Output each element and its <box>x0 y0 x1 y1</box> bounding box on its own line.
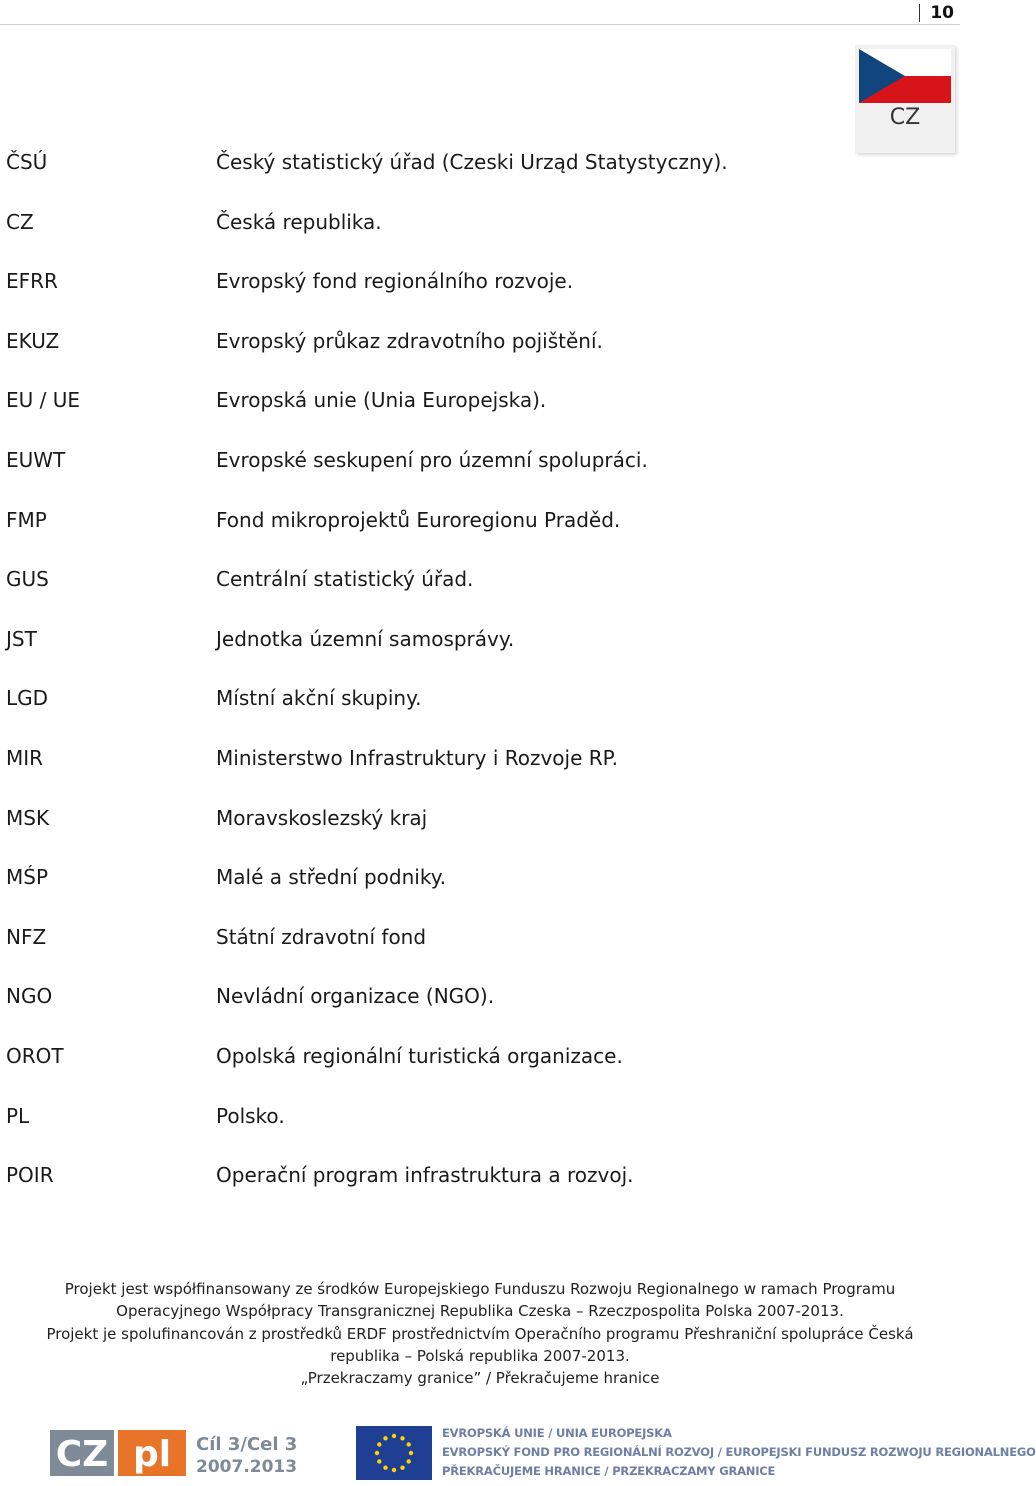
abbreviation-definition: Nevládní organizace (NGO). <box>216 984 495 1009</box>
abbreviation-definition: Malé a střední podniky. <box>216 865 447 890</box>
abbreviation-definition: Český statistický úřad (Czeski Urząd Statystyczny). <box>216 150 728 174</box>
eu-star <box>407 1459 411 1463</box>
footer-line-3: Projekt je spolufinancován z prostředků ERDF prostřednictvím Operačního programu Přeshraniční spolupráce Česká <box>46 1324 914 1343</box>
eu-erdf-logo <box>356 1424 1036 1482</box>
eu-star <box>377 1459 381 1463</box>
abbreviation-definition: Opolská regionální turistická organizace. <box>216 1044 623 1068</box>
abbreviation-row <box>0 142 850 182</box>
abbreviation-term: OROT <box>6 1044 64 1068</box>
eu-star <box>383 1466 387 1470</box>
abbreviation-term: MŚP <box>6 865 49 890</box>
footer-line-5: „Przekraczamy granice” / Překračujeme hranice <box>300 1369 660 1388</box>
abbreviation-term: ČSÚ <box>6 150 48 174</box>
abbreviation-term: POIR <box>6 1163 54 1188</box>
abbreviation-definition: Česká republika. <box>216 209 382 234</box>
abbreviation-row <box>0 857 850 897</box>
abbreviation-row <box>0 559 850 599</box>
abbreviation-row <box>0 738 850 778</box>
country-flag-badge <box>855 45 955 153</box>
abbreviation-row <box>0 202 850 242</box>
abbreviation-row <box>0 321 850 361</box>
czpl-logo-cz: CZ <box>55 1434 109 1475</box>
abbreviation-term: GUS <box>6 567 49 592</box>
page-number-area <box>919 2 954 24</box>
abbreviation-row <box>0 1155 850 1195</box>
eu-logo-line-3: PŘEKRAČUJEME HRANICE / PRZEKRACZAMY GRANICE <box>442 1464 776 1478</box>
abbreviation-definition: Evropské seskupení pro územní spolupráci. <box>216 448 648 472</box>
abbreviation-term: EUWT <box>6 448 66 472</box>
abbreviation-term: CZ <box>6 209 34 234</box>
header-rule <box>0 24 960 25</box>
abbreviation-row <box>0 917 850 957</box>
abbreviation-definition: Evropský průkaz zdravotního pojištění. <box>216 328 603 353</box>
czpl-logo-years: 2007.2013 <box>196 1457 298 1477</box>
abbreviation-term: PL <box>6 1103 30 1128</box>
eu-star <box>400 1436 404 1440</box>
page-number: 10 <box>930 3 954 23</box>
czpl-logo-graphic <box>50 1426 298 1480</box>
abbreviation-definition: Moravskoslezský kraj <box>216 805 428 830</box>
abbreviation-definition: Polsko. <box>216 1103 285 1128</box>
abbreviation-term: EFRR <box>6 269 58 294</box>
abbreviation-term: FMP <box>6 507 47 532</box>
abbreviation-row <box>0 619 850 659</box>
footer-logos <box>0 1420 1036 1482</box>
abbreviation-definition: Ministerstwo Infrastruktury i Rozvoje RP. <box>216 746 618 770</box>
czpl-logo-goal: Cíl 3/Cel 3 <box>196 1434 298 1455</box>
abbreviation-definition: Evropská unie (Unia Europejska). <box>216 388 547 413</box>
czpl-program-logo <box>50 1426 298 1480</box>
czpl-logo-pl: pl <box>132 1434 172 1475</box>
abbreviation-definition: Fond mikroprojektů Euroregionu Praděd. <box>216 507 621 532</box>
abbreviation-term: JST <box>6 626 37 651</box>
abbreviation-term: MSK <box>6 805 50 830</box>
abbreviation-definition: Centrální statistický úřad. <box>216 567 474 592</box>
abbreviation-definition: Operační program infrastruktura a rozvoj. <box>216 1163 634 1188</box>
page-number-separator <box>919 4 920 22</box>
abbreviation-definition: Státní zdravotní fond <box>216 924 427 949</box>
country-code-label: CZ <box>889 105 921 130</box>
abbreviation-row <box>0 1096 850 1136</box>
abbreviation-row <box>0 380 850 420</box>
footer-line-4: republika – Polská republika 2007-2013. <box>330 1346 630 1365</box>
eu-star <box>407 1442 411 1446</box>
abbreviation-term: NFZ <box>6 924 47 949</box>
funding-statement <box>20 1278 940 1389</box>
abbreviation-row <box>0 976 850 1016</box>
eu-logo-line-2: EVROPSKÝ FOND PRO REGIONÁLNÍ ROZVOJ / EUROPEJSKI FUNDUSZ ROZWOJU REGIONALNEGO <box>442 1445 1036 1459</box>
eu-star <box>383 1436 387 1440</box>
footer-line-1: Projekt jest współfinansowany ze środków Europejskiego Funduszu Rozwoju Regionalnego w ramach Programu <box>64 1280 896 1298</box>
abbreviation-row <box>0 440 850 480</box>
abbreviation-row <box>0 798 850 838</box>
abbreviation-term: EKUZ <box>6 328 60 353</box>
abbreviation-term: MIR <box>6 746 44 770</box>
eu-flag-icon <box>356 1426 432 1480</box>
eu-logo-text <box>442 1424 1036 1481</box>
abbreviation-row <box>0 500 850 540</box>
eu-star <box>409 1451 413 1455</box>
eu-logo-line-1: EVROPSKÁ UNIE / UNIA EUROPEJSKA <box>442 1426 672 1440</box>
abbreviation-definition: Místní akční skupiny. <box>216 686 422 711</box>
abbreviation-row <box>0 1036 850 1076</box>
abbreviation-term: LGD <box>6 686 49 711</box>
footer-line-2: Operacyjnego Współpracy Transgranicznej Republika Czeska – Rzeczpospolita Polska 2007-2013. <box>116 1302 844 1321</box>
abbreviation-term: EU / UE <box>6 388 81 413</box>
eu-star <box>377 1442 381 1446</box>
abbreviation-row <box>0 678 850 718</box>
abbreviation-term: NGO <box>6 984 53 1009</box>
abbreviation-definition: Jednotka územní samosprávy. <box>216 626 515 651</box>
abbreviation-row <box>0 261 850 301</box>
eu-star <box>392 1434 396 1438</box>
czech-flag-icon <box>859 49 951 103</box>
eu-star <box>400 1466 404 1470</box>
eu-star <box>375 1451 379 1455</box>
eu-star <box>392 1468 396 1472</box>
abbreviation-definition: Evropský fond regionálního rozvoje. <box>216 269 574 294</box>
